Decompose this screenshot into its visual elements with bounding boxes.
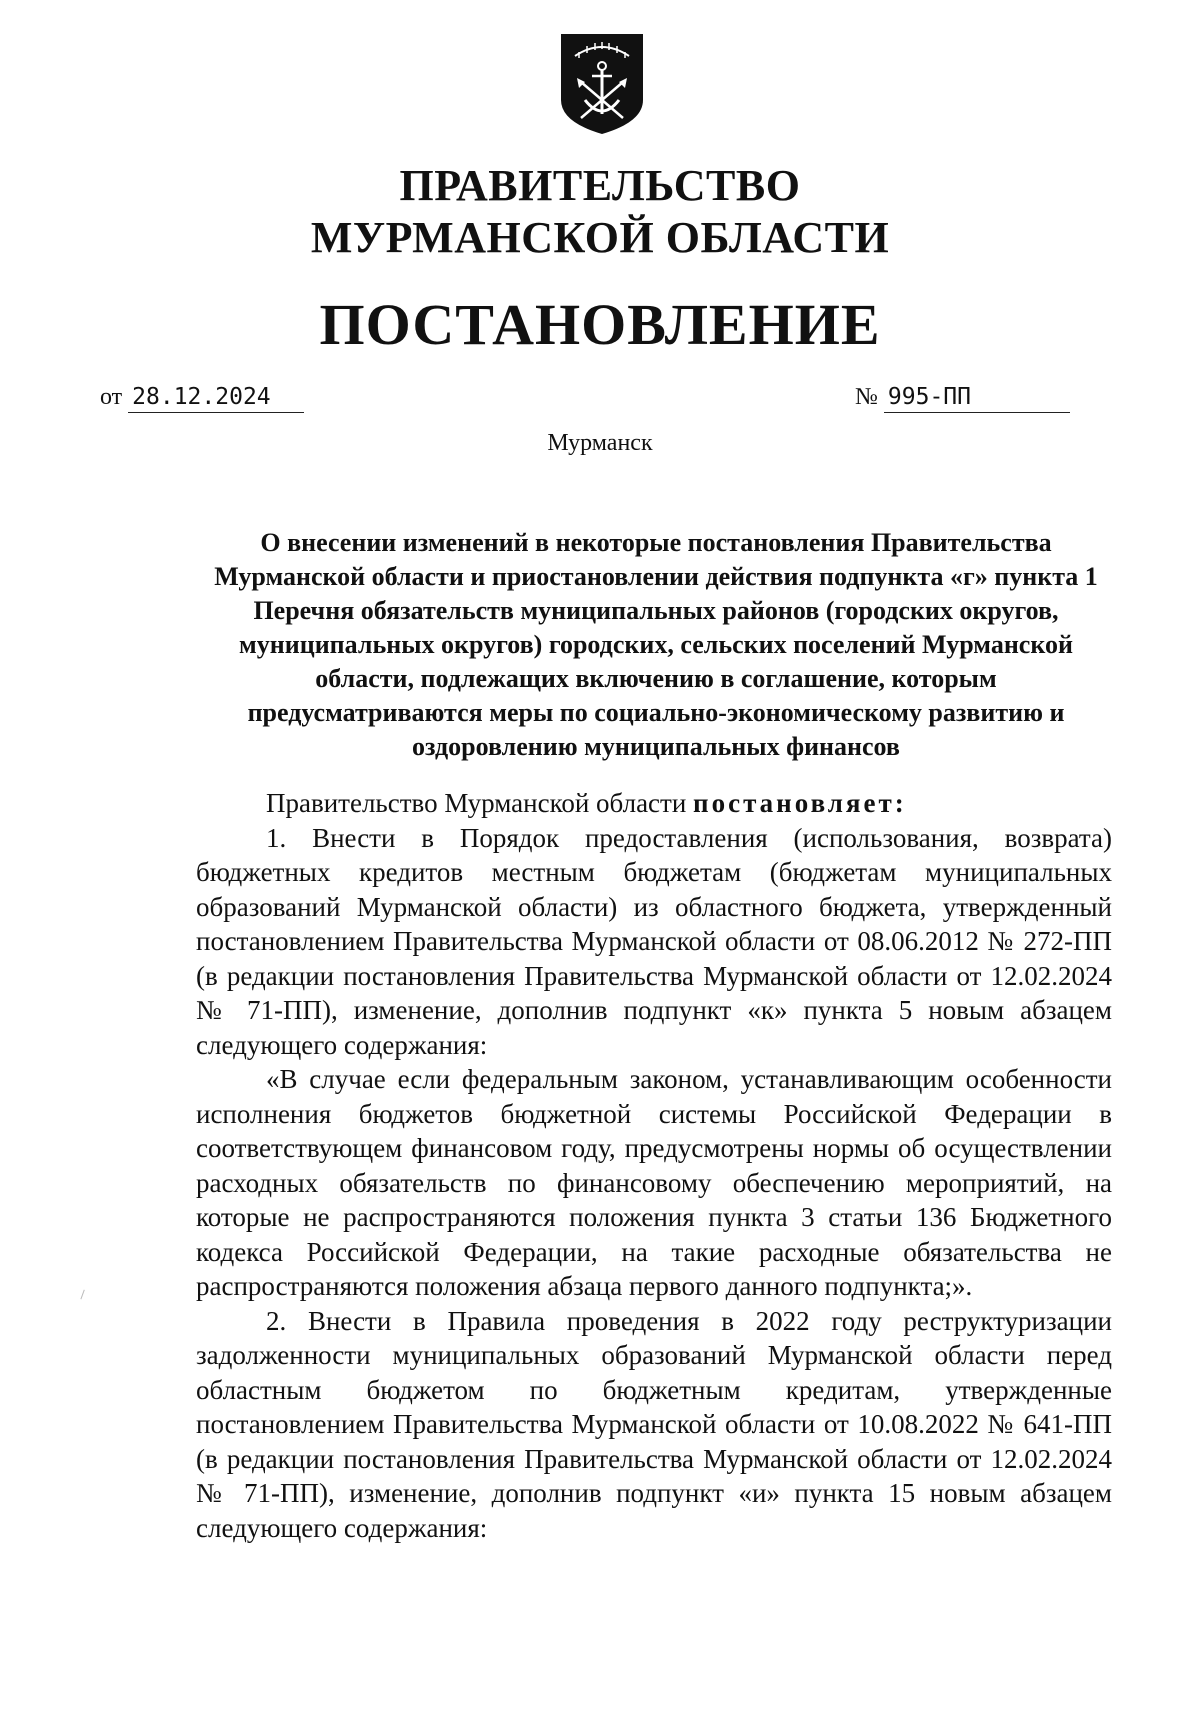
document-title: О внесении изменений в некоторые постановления Правительства Мурманской области и приостановлении действия подпункта «г» пункта 1 Перечня обязательств муниципальных районов (городских округов, муниципальных округов) городских, сельских поселений Мурманской области, подлежащих включению в соглашение, которым предусматриваются меры по социально-экономическому развитию и оздоровлению муниципальных финансов: [214, 528, 1098, 761]
document-body: [196, 786, 1112, 1545]
body-paragraph-3: 2. Внести в Правила проведения в 2022 году реструктуризации задолженности муниципальных образований Мурманской области перед областным бюджетом по бюджетным кредитам, утвержденные постановлением Правительства Мурманской области от 10.08.2022 № 641-ПП (в редакции постановления Правительства Мурманской области от 12.02.2024 № 71-ПП), изменение, дополнив подпункт «и» пункта 15 новым абзацем следующего содержания:: [196, 1305, 1112, 1543]
body-paragraph-1: 1. Внести в Порядок предоставления (использования, возврата) бюджетных кредитов местным бюджетам (бюджетам муниципальных образований Мурманской области) из областного бюджета, утвержденный постановлением Правительства Мурманской области от 08.06.2012 № 272-ПП (в редакции постановления Правительства Мурманской области от 12.02.2024 № 71-ПП), изменение, дополнив подпункт «к» пункта 5 новым абзацем следующего содержания:: [196, 822, 1112, 1060]
scan-margin-mark: [80, 1290, 87, 1301]
intro-emphasis: постановляет:: [693, 788, 907, 818]
date-prefix: от: [100, 384, 123, 410]
document-date-line: [100, 382, 304, 413]
intro-text: Правительство Мурманской области: [266, 788, 694, 818]
document-number-line: [855, 382, 1070, 413]
document-city: Мурманск: [547, 430, 653, 456]
government-name-line1: ПРАВИТЕЛЬСТВО: [399, 161, 801, 210]
government-name-line2: МУРМАНСКОЙ ОБЛАСТИ: [310, 213, 890, 262]
coat-of-arms-icon: [557, 30, 647, 138]
intro-paragraph: [196, 786, 1112, 821]
body-paragraph-2: «В случае если федеральным законом, устанавливающим особенности исполнения бюджетов бюджетной системы Российской Федерации в соответствующем финансовом году, предусмотрены нормы об осуществлении расходных обязательств по финансовому обеспечению мероприятий, на которые не распространяются положения пункта 3 статьи 136 Бюджетного кодекса Российской Федерации, на такие расходные обязательства не распространяются положения абзаца первого данного подпункта;».: [196, 1064, 1112, 1301]
document-number: 995-ПП: [884, 382, 1070, 413]
document-type: ПОСТАНОВЛЕНИЕ: [319, 292, 881, 357]
document-date: 28.12.2024: [128, 382, 304, 413]
number-prefix: №: [855, 384, 878, 410]
